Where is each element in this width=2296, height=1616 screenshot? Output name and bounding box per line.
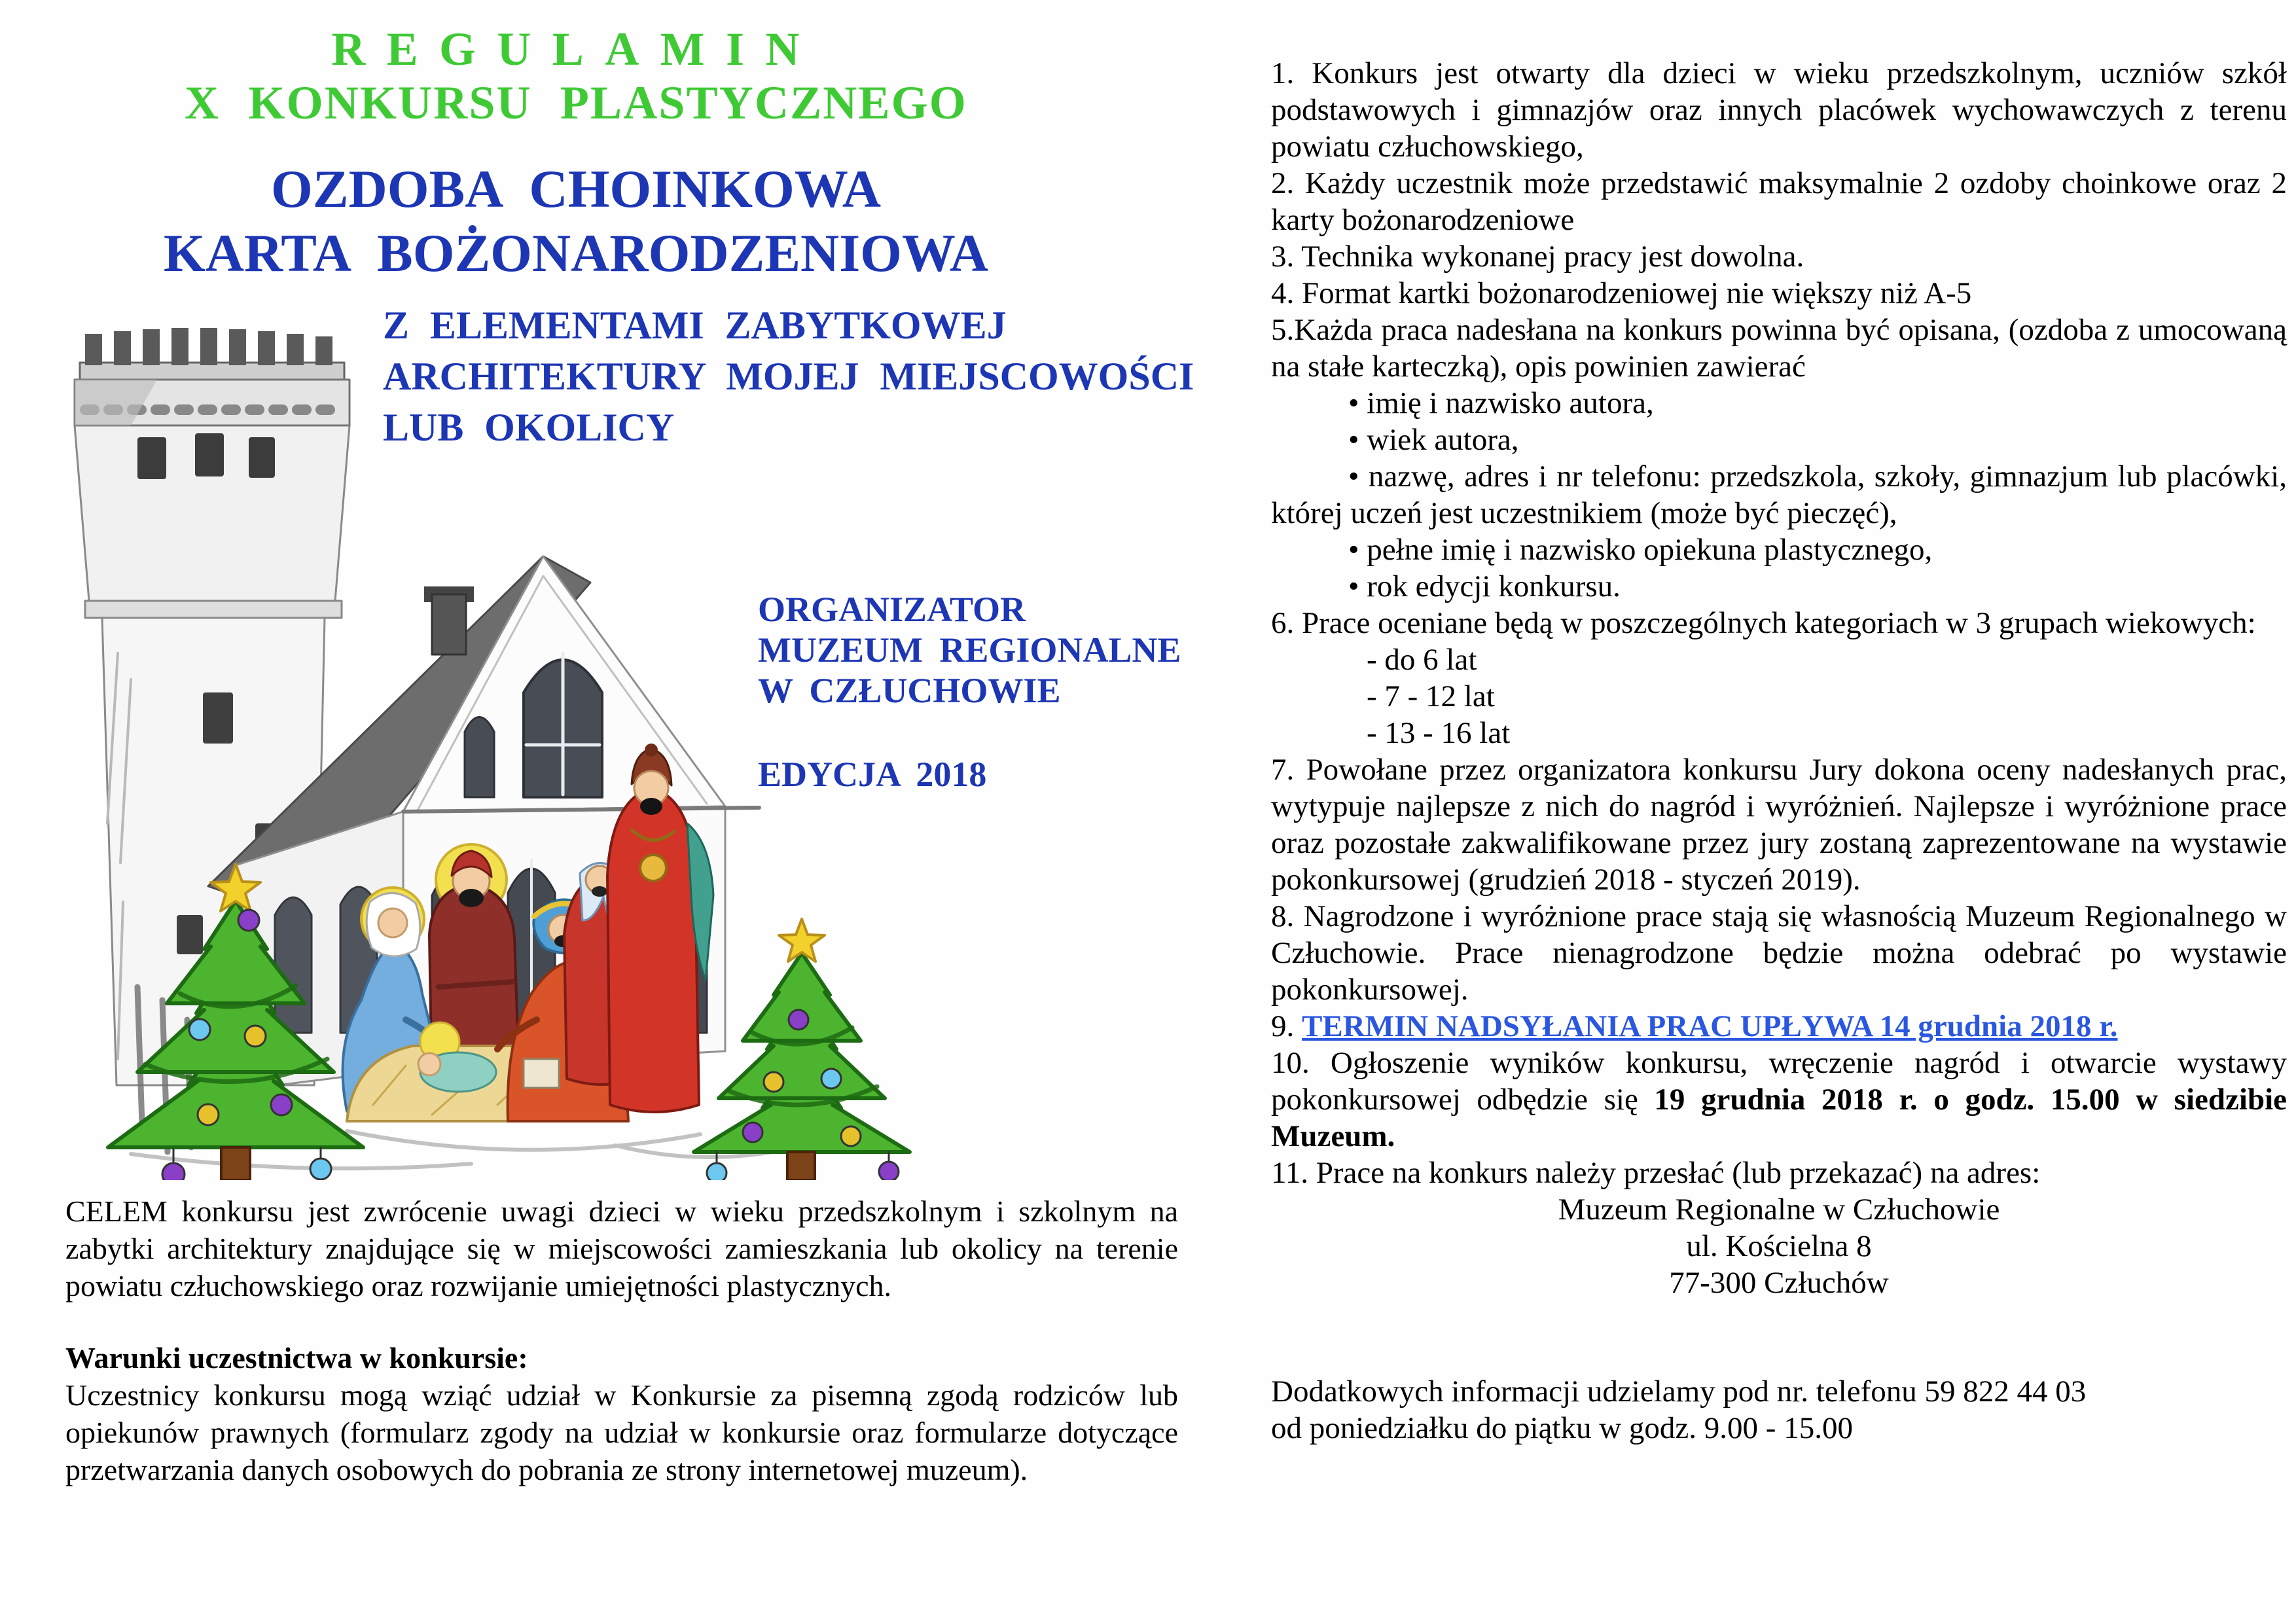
- rules-list: [1271, 55, 2287, 1446]
- rule-item-2: 2. Każdy uczestnik może przedstawić maksymalnie 2 ozdoby choinkowe oraz 2 karty bożonarodzeniowe: [1271, 166, 2287, 237]
- subject-line2: KARTA BOŻONARODZENIOWA: [163, 223, 989, 283]
- regulation-title-line1: REGULAMIN: [331, 23, 821, 75]
- conditions-paragraph: Uczestnicy konkursu mogą wziąć udział w Konkursie za pisemną zgodą rodziców lub opiekunów prawnych (formularz zgody na udział w konkursie oraz formularze dotyczące przetwarzania danych osobowych do pobrania ze strony internetowej muzeum).: [65, 1378, 1178, 1486]
- theme-line1: Z ELEMENTAMI ZABYTKOWEJ: [383, 304, 1007, 347]
- organizer-label: ORGANIZATOR: [758, 590, 1026, 629]
- rule-item-3: 3. Technika wykonanej pracy jest dowolna.: [1271, 240, 1804, 274]
- rule-item-5-bullet-3: • nazwę, adres i nr telefonu: przedszkola, szkoły, gimnazjum lub placówki, której uczeń jest uczestnikiem (może być pieczęć),: [1271, 459, 2287, 530]
- rule-item-8: 8. Nagrodzone i wyróżnione prace stają się własnością Muzeum Regionalnego w Człuchowie. Prace nienagrodzone będzie można odebrać po wystawie pokonkursowej.: [1271, 899, 2287, 1007]
- address-line-1: Muzeum Regionalne w Człuchowie: [1558, 1193, 2000, 1227]
- rule-item-9-deadline: [1271, 1008, 2287, 1045]
- regulation-title-line2: X KONKURSU PLASTYCZNEGO: [185, 77, 967, 129]
- theme-line3: LUB OKOLICY: [383, 406, 675, 449]
- goal-paragraph: CELEM konkursu jest zwrócenie uwagi dzieci w wieku przedszkolnym i szkolnym na zabytki architektury znajdujące się w miejscowości zamieszkania lub okolicy na terenie powiatu człuchowskiego oraz rozwijanie umiejętności plastycznych.: [65, 1194, 1178, 1302]
- age-group-1: - do 6 lat: [1367, 643, 1477, 677]
- theme-subtitle: [383, 300, 1194, 453]
- organizer-name-line2: W CZŁUCHOWIE: [758, 671, 1061, 710]
- rule-item-5: 5.Każda praca nadesłana na konkurs powinna być opisana, (ozdoba z umocowaną na stałe karteczką), opis powinien zawierać: [1271, 313, 2287, 384]
- age-group-2: - 7 - 12 lat: [1367, 679, 1495, 713]
- rule-item-4: 4. Format kartki bożonarodzeniowej nie większy niż A-5: [1271, 276, 1972, 310]
- organizer-block: [758, 589, 1181, 795]
- page-title: [65, 22, 1086, 285]
- deadline-text: TERMIN NADSYŁANIA PRAC UPŁYWA 14 grudnia 2018 r.: [1302, 1009, 2118, 1043]
- conditions-heading: Warunki uczestnictwa w konkursie:: [65, 1341, 528, 1374]
- conditions-section: [65, 1339, 1178, 1488]
- rule-item-10: [1271, 1045, 2287, 1155]
- organizer-name-line1: MUZEUM REGIONALNE: [758, 630, 1181, 670]
- edition-label: EDYCJA 2018: [758, 755, 987, 794]
- rule-item-11: 11. Prace na konkurs należy przesłać (lub przekazać) na adres:: [1271, 1156, 2041, 1190]
- address-line-2: ul. Kościelna 8: [1686, 1229, 1872, 1263]
- address-line-3: 77-300 Człuchów: [1669, 1266, 1889, 1300]
- contact-info-line-1: Dodatkowych informacji udzielamy pod nr. telefonu 59 822 44 03: [1271, 1374, 2087, 1409]
- results-date-bold: 19 grudnia 2018 r. o godz. 15.00 w siedzibie Muzeum.: [1271, 1083, 2287, 1153]
- theme-line2: ARCHITEKTURY MOJEJ MIEJSCOWOŚCI: [383, 355, 1194, 398]
- rule-item-1: 1. Konkurs jest otwarty dla dzieci w wieku przedszkolnym, uczniów szkół podstawowych i gimnazjów oraz innych placówek wychowawczych z terenu powiatu człuchowskiego,: [1271, 56, 2287, 164]
- rule-item-7: 7. Powołane przez organizatora konkursu Jury dokona oceny nadesłanych prac, wytypuje najlepsze z nich do nagród i wyróżnień. Najlepsze i wyróżnione prace oraz pozostałe zakwalifikowane przez jury zostaną zaprezentowane na wystawie pokonkursowej (grudzień 2018 - styczeń 2019).: [1271, 753, 2287, 897]
- rule-item-5-bullet-5: • rok edycji konkursu.: [1348, 569, 1621, 603]
- results-text: 10. Ogłoszenie wyników konkursu, wręczenie nagród i otwarcie wystawy pokonkursowej odbędzie się: [1271, 1046, 2287, 1117]
- rule-item-5-bullet-2: • wiek autora,: [1348, 423, 1519, 457]
- rule-item-5-bullet-4: • pełne imię i nazwisko opiekuna plastycznego,: [1348, 533, 1933, 567]
- subject-line1: OZDOBA CHOINKOWA: [271, 159, 881, 219]
- deadline-number: 9.: [1271, 1009, 1302, 1043]
- contact-info-line-2: od poniedziałku do piątku w godz. 9.00 - 15.00: [1271, 1411, 1853, 1445]
- rule-item-5-bullet-1: • imię i nazwisko autora,: [1348, 386, 1654, 420]
- rule-item-6: 6. Prace oceniane będą w poszczególnych kategoriach w 3 grupach wiekowych:: [1271, 606, 2256, 640]
- age-group-3: - 13 - 16 lat: [1367, 716, 1511, 750]
